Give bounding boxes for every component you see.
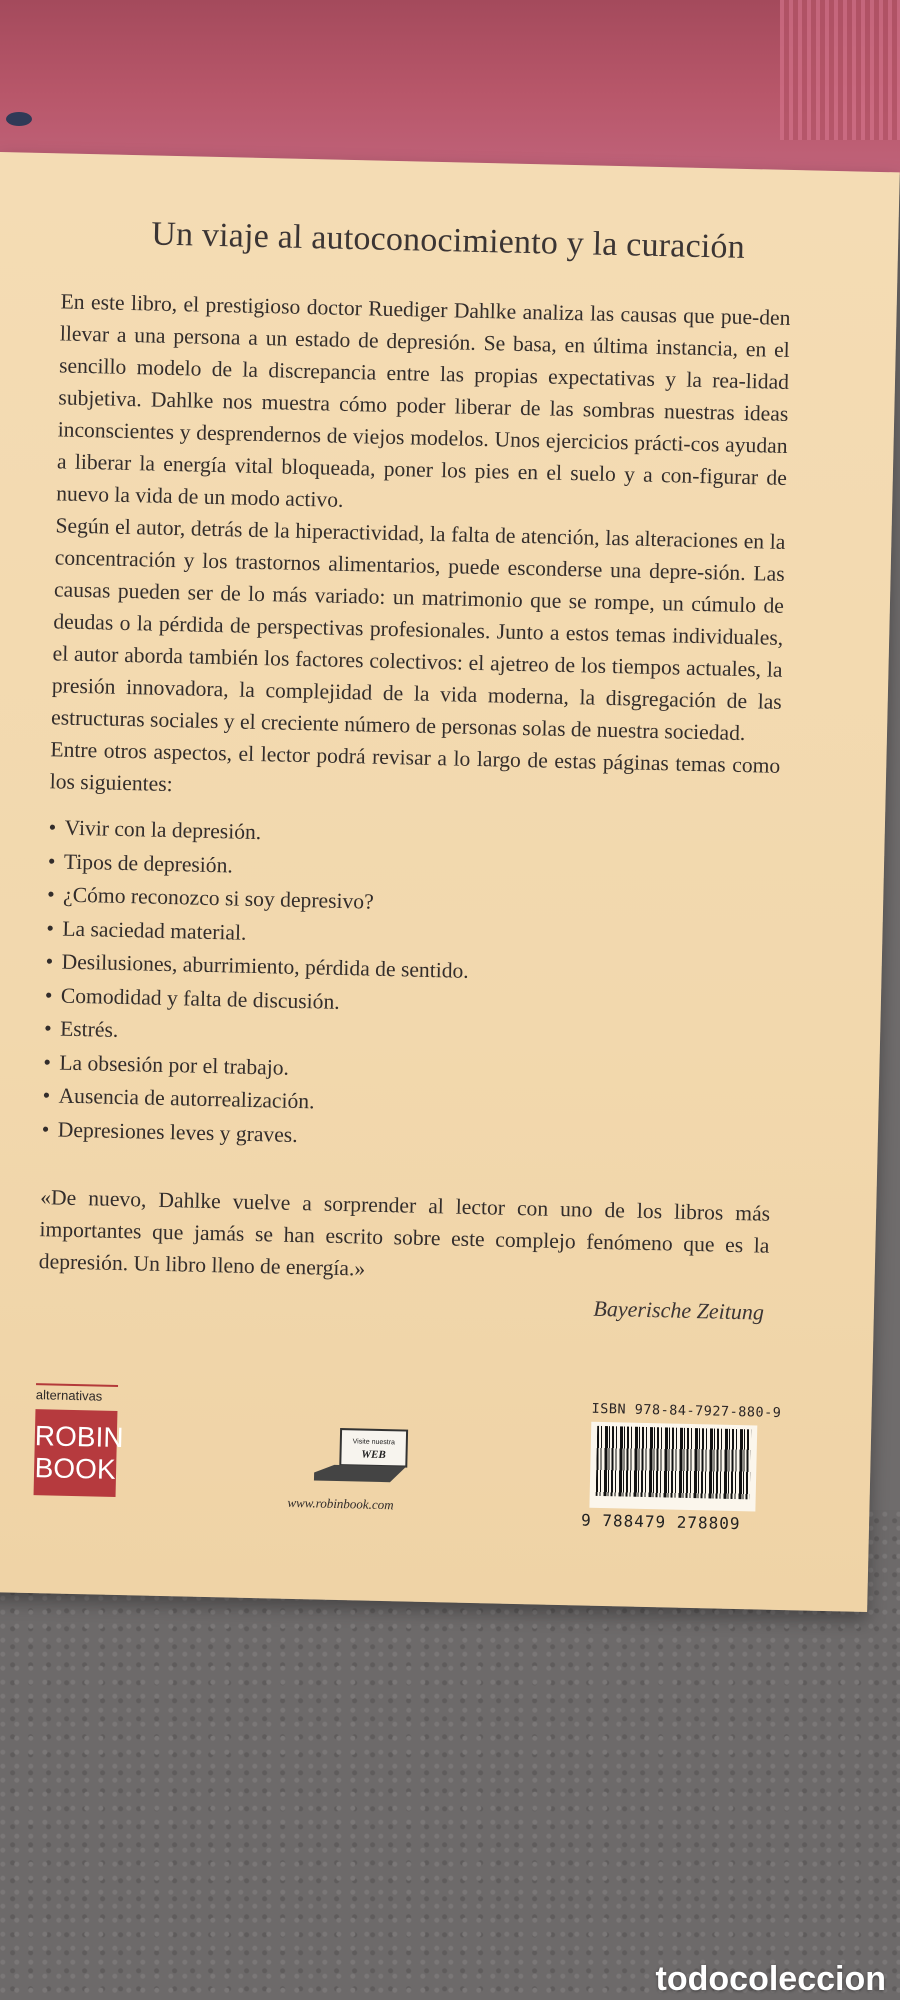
book-back-cover xyxy=(0,152,900,1612)
watermark: todocoleccion xyxy=(655,1960,886,1998)
bullet-icon: • xyxy=(44,982,53,1007)
topic-item: • Comodidad y falta de discusión. xyxy=(44,979,775,1029)
topic-item: • La saciedad material. xyxy=(46,912,777,962)
review-quote: «De nuevo, Dahlke vuelve a sorprender al lector con uno de los libros más importantes que jamás se han escrito sobre este complejo fenómeno que es la depresión. Un libro lleno de energía.» xyxy=(38,1185,771,1281)
bullet-icon: • xyxy=(43,1049,52,1074)
blanket-background xyxy=(0,0,900,175)
barcode-number: 9 788479 278809 xyxy=(580,1510,741,1534)
blurb xyxy=(41,285,790,1162)
barcode-bars xyxy=(596,1426,752,1499)
bullet-icon: • xyxy=(46,882,56,907)
badge-text: Visite nuestra xyxy=(352,1438,396,1447)
book-title: Un viaje al autoconocimiento y la curación xyxy=(150,215,746,266)
logo-line: ROBIN xyxy=(34,1420,124,1454)
topic-item: • Estrés. xyxy=(44,1012,775,1062)
bullet-icon: • xyxy=(42,1083,51,1108)
topic-item: • Vivir con la depresión. xyxy=(48,811,779,861)
topic-item: • Desilusiones, aburrimiento, pérdida de sentido. xyxy=(45,945,776,995)
topic-item: • Ausencia de autorrealización. xyxy=(42,1079,773,1129)
topic-list xyxy=(41,811,778,1162)
barcode xyxy=(589,1422,757,1512)
publisher-logo xyxy=(34,1409,124,1497)
topic-item: • Depresiones leves y graves. xyxy=(41,1113,772,1163)
topic-item: • La obsesión por el trabajo. xyxy=(43,1046,774,1096)
topic-item: • ¿Cómo reconozco si soy depresivo? xyxy=(47,878,778,928)
isbn-text: ISBN 978-84-7927-880-9 xyxy=(591,1400,782,1422)
publisher-url: www.robinbook.com xyxy=(287,1494,394,1513)
blanket-spot xyxy=(6,112,32,126)
topic-item: • Tipos de depresión. xyxy=(48,845,779,895)
bullet-icon: • xyxy=(41,1116,50,1141)
bullet-icon: • xyxy=(46,915,55,940)
web-monitor-icon xyxy=(310,1424,421,1486)
logo-line: BOOK xyxy=(34,1452,116,1485)
quote-attribution: Bayerische Zeitung xyxy=(593,1295,765,1325)
blanket-fringe xyxy=(780,0,900,140)
bullet-icon: • xyxy=(48,815,57,840)
blurb-paragraph: Según el autor, detrás de la hiperactividad, la falta de atención, las alteraciones en la concentración y los trastornos alimentarios, puede esconderse una depre-sión. Las causas pueden ser de lo más variado: un matrimonio que se rompe, un cúmulo de deudas o la pérdida de perspectivas profesionales. Junto a estos temas individuales, el autor aborda también los factores colectivos: el ajetreo de los tiempos actuales, la presión innovadora, la complejidad de la vida moderna, la disgregación de las estructuras sociales y el creciente número de personas solas de nuestra sociedad. xyxy=(50,513,786,746)
bullet-icon: • xyxy=(45,949,54,974)
badge-text: WEB xyxy=(361,1448,386,1462)
blurb-paragraph: En este libro, el prestigioso doctor Ruediger Dahlke analiza las causas que pue-den llevar a una persona a un estado de depresión. Se basa, en última instancia, en el sencillo modelo de la discrepancia entre las propias expectativas y la rea-lidad subjetiva. Dahlke nos muestra cómo poder liberar de las sombras nuestras ideas inconscientes y desprendernos de viejos modelos. Unos ejercicios prácti-cos ayudan a liberar la energía vital bloqueada, poner los pies en el suelo y a con-figurar de nuevo la vida de un modo activo. xyxy=(55,289,791,512)
bullet-icon: • xyxy=(47,848,56,873)
bullet-icon: • xyxy=(43,1016,52,1041)
collection-label: alternativas xyxy=(36,1383,118,1404)
topics-intro: Entre otros aspectos, el lector podrá revisar a lo largo de estas páginas temas como los siguientes: xyxy=(49,737,781,797)
